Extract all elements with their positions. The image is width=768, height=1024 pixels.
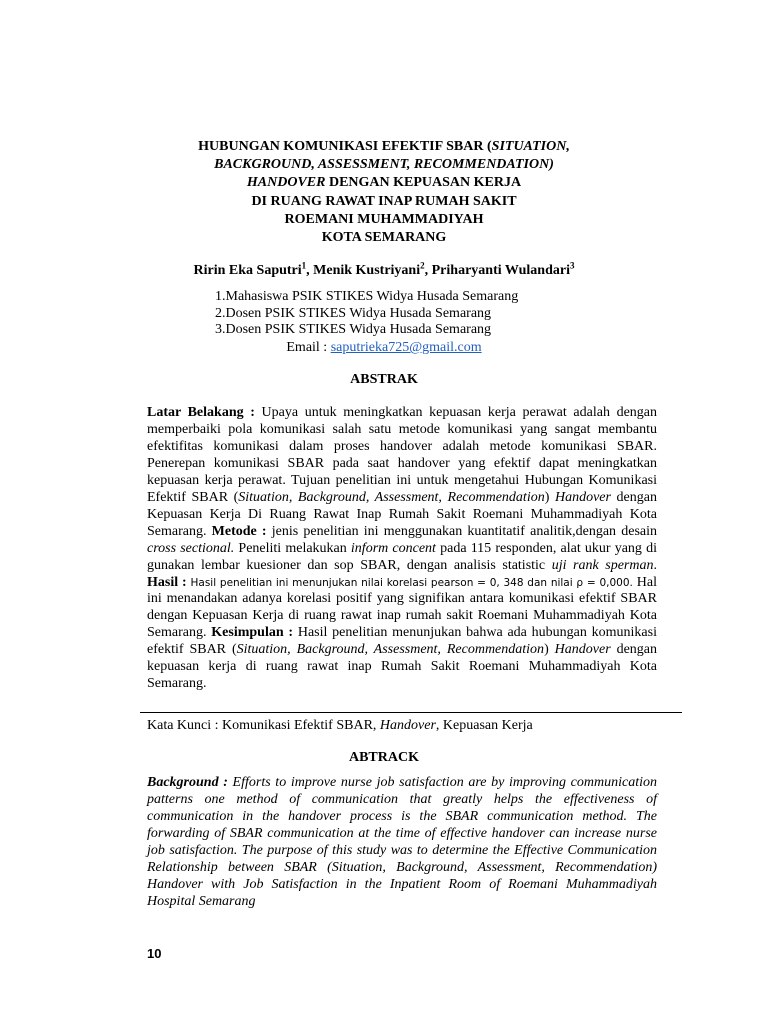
affiliation-item: 1.Mahasiswa PSIK STIKES Widya Husada Semarang <box>215 289 519 304</box>
affiliation-item: 3.Dosen PSIK STIKES Widya Husada Semarang <box>215 322 492 337</box>
title-line-3: HANDOVER DENGAN KEPUASAN KERJA <box>246 175 522 191</box>
title-line-2: BACKGROUND, ASSESSMENT, RECOMMENDATION) <box>214 157 554 173</box>
paper-title <box>0 138 768 247</box>
title-line-5: ROEMANI MUHAMMADIYAH <box>284 211 484 227</box>
page-number: 10 <box>147 946 162 961</box>
abtrack-heading: ABTRACK <box>348 750 419 765</box>
author: Menik Kustriyani$^2$, <box>313 260 432 278</box>
section-divider <box>140 712 682 713</box>
author: Priharyanti Wulandari$^3$ <box>431 260 575 278</box>
abstrak-body: Latar Belakang : Upaya untuk meningkatkan kepuasan kerja perawat adalah dengan memperbaiki pola komunikasi salah satu metode komunikasi yang sangat membantu efektifitas komunikasi dalam proses handover adalah metode komunikasi SBAR. Penerepan komunikasi SBAR pada saat handover yang efektif dapat meningkatkan kepuasan kerja perawat. Tujuan penelitian ini untuk mengetahui Hubungan Komunikasi Efektif SBAR (Situation, Background, Assessment, Recommendation) Handover dengan Kepuasan Kerja Di Ruang Rawat Inap Rumah Sakit Roemani Muhammadiyah Kota Semarang. Metode : jenis penelitian ini menggunakan kuantitatif analitik,dengan desain cross sectional. Peneliti melakukan inform concent pada 115 responden, alat ukur yang di gunakan lembar kuesioner dan sop SBAR, dengan analisis statistic uji rank sperman. Hasil : Hasil penelitian ini menunjukan nilai korelasi pearson = 0, 348 dan nilai ρ = 0,000. Hal ini menandakan adanya korelasi positif yang signifikan antara komunikasi efektif SBAR dengan Kepuasan Kerja di ruang rawat inap rumah sakit Roemani Muhammadiyah Kota Semarang. Kesimpulan : Hasil penelitian menunjukan bahwa ada hubungan komunikasi efektif SBAR (Situation, Background, Assessment, Recommendation) Handover dengan kepuasan kerja di ruang rawat inap Rumah Sakit Roemani Muhammadiyah Kota Semarang. <box>147 405 658 692</box>
title-line-6: KOTA SEMARANG <box>321 230 447 246</box>
affiliation-list <box>215 289 518 339</box>
affiliation-item: 2.Dosen PSIK STIKES Widya Husada Semarang <box>215 305 492 321</box>
author-list <box>0 256 768 280</box>
keywords: Kata Kunci : Komunikasi Efektif SBAR, Handover, Kepuasan Kerja <box>147 718 533 733</box>
email-link[interactable]: saputrieka725@gmail.com <box>330 340 482 355</box>
contact-email: Email : saputrieka725@gmail.com <box>286 340 482 355</box>
title-line-1: HUBUNGAN KOMUNIKASI EFEKTIF SBAR (SITUATION, <box>198 139 570 154</box>
abtrack-body: Background : Efforts to improve nurse job satisfaction are by improving communication patterns one method of communication that greatly helps the effectiveness of communication in the handover process is the SBAR communication method. The forwarding of SBAR communication at the time of effective handover can increase nurse job satisfaction. The purpose of this study was to determine the Effective Communication Relationship between SBAR (Situation, Background, Assessment, Recommendation) Handover with Job Satisfaction in the Inpatient Room of Roemani Muhammadiyah Hospital Semarang <box>147 775 657 909</box>
abstrak-heading: ABSTRAK <box>350 372 418 387</box>
author: Ririn Eka Saputri$^1$, <box>193 260 314 278</box>
title-line-4: DI RUANG RAWAT INAP RUMAH SAKIT <box>251 193 517 209</box>
